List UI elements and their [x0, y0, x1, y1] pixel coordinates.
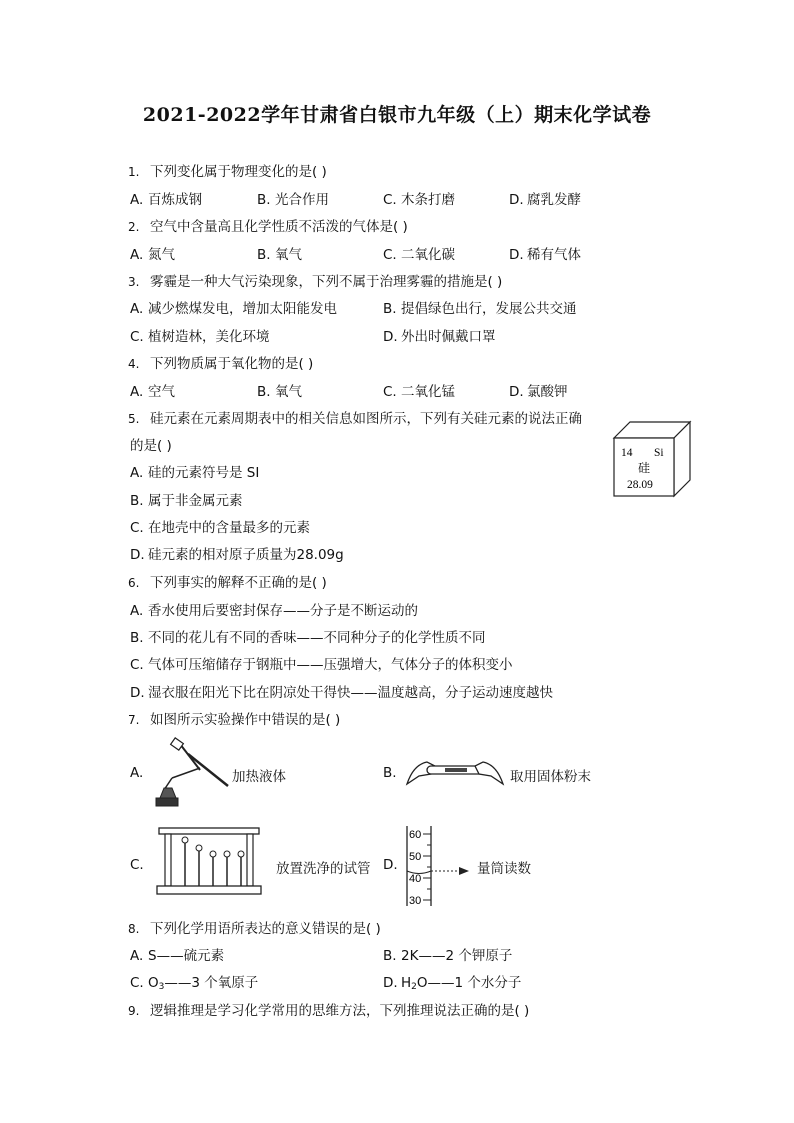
question-9	[128, 1002, 529, 1020]
question-stem: 逻辑推理是学习化学常用的思维方法，下列推理说法正确的是( )	[150, 1003, 530, 1019]
atomic-mass: 28.09	[627, 479, 653, 491]
question-number: 8.	[128, 922, 140, 936]
cylinder-tick: 30	[409, 895, 422, 907]
option-d: D. 稀有气体	[509, 247, 581, 263]
option-a-text: 加热液体	[232, 769, 286, 785]
option-d: D. 腐乳发酵	[509, 192, 581, 208]
question-3	[128, 273, 502, 291]
element-name: 硅	[638, 461, 651, 475]
option-c-text: 放置洗净的试管	[276, 861, 371, 877]
question-stem: 下列物质属于氧化物的是( )	[150, 356, 314, 372]
option-c: C. $O_3——3$ 个氧原子	[130, 975, 259, 992]
question-8	[128, 920, 381, 938]
question-1	[128, 163, 327, 181]
option-d: D. 硅元素的相对原子质量为28.09g	[130, 547, 344, 563]
option-b: B. 光合作用	[257, 192, 329, 208]
question-number: 1.	[128, 165, 140, 179]
question-stem: 雾霾是一种大气污染现象，下列不属于治理雾霾的措施是( )	[150, 274, 503, 290]
option-b: B. 提倡绿色出行，发展公共交通	[383, 301, 577, 317]
option-b: B. 不同的花儿有不同的香味——不同种分子的化学性质不同	[130, 630, 486, 646]
option-d: D. $H_2O——1$ 个水分子	[383, 975, 522, 992]
option-a: A. 百炼成钢	[130, 192, 202, 208]
option-a: A. 香水使用后要密封保存——分子是不断运动的	[130, 603, 418, 619]
option-d-text: 量筒读数	[477, 861, 531, 877]
question-number: 3.	[128, 275, 140, 289]
option-b-letter: B.	[383, 765, 397, 781]
question-number: 6.	[128, 576, 140, 590]
question-4	[128, 355, 313, 373]
cylinder-tick: 40	[409, 873, 422, 885]
element-cell-figure	[612, 420, 692, 500]
test-tube-rack-figure	[155, 826, 265, 898]
question-2	[128, 218, 408, 236]
option-a: A. 氮气	[130, 247, 175, 263]
question-number: 4.	[128, 357, 140, 371]
option-b: B. 属于非金属元素	[130, 493, 243, 509]
option-a: A. S——硫元素	[130, 948, 225, 964]
option-b: B. 2K——2 个钾原子	[383, 948, 513, 964]
option-c: C. 在地壳中的含量最多的元素	[130, 520, 310, 536]
heating-liquid-figure	[150, 740, 230, 808]
option-c: C. 二氧化碳	[383, 247, 455, 263]
option-d-letter: D.	[383, 857, 398, 873]
question-stem: 空气中含量高且化学性质不活泼的气体是( )	[150, 219, 408, 235]
question-number: 5.	[128, 412, 140, 426]
solid-powder-figure	[405, 752, 505, 792]
option-a-letter: A.	[130, 765, 144, 781]
cylinder-tick: 60	[409, 829, 422, 841]
graduated-cylinder-figure	[405, 824, 475, 908]
option-a: A. 空气	[130, 384, 175, 400]
option-d: D. 湿衣服在阳光下比在阴凉处干得快——温度越高，分子运动速度越快	[130, 685, 553, 701]
option-a: A. 减少燃煤发电，增加太阳能发电	[130, 301, 337, 317]
atomic-number: 14	[621, 447, 633, 459]
question-7	[128, 711, 340, 729]
question-stem: 硅元素在元素周期表中的相关信息如图所示，下列有关硅元素的说法正确	[150, 411, 582, 427]
question-number: 2.	[128, 220, 140, 234]
option-b: B. 氧气	[257, 247, 302, 263]
element-symbol: Si	[654, 447, 664, 459]
question-stem: 下列化学用语所表达的意义错误的是( )	[150, 921, 381, 937]
question-6	[128, 574, 327, 592]
page-title: 2021-2022学年甘肃省白银市九年级（上）期末化学试卷	[142, 104, 652, 126]
option-a: A. 硅的元素符号是 SI	[130, 465, 260, 481]
option-c: C. 二氧化锰	[383, 384, 455, 400]
question-stem: 如图所示实验操作中错误的是( )	[150, 712, 341, 728]
option-c: C. 植树造林，美化环境	[130, 329, 270, 345]
option-c: C. 气体可压缩储存于钢瓶中——压强增大，气体分子的体积变小	[130, 657, 513, 673]
option-c: C. 木条打磨	[383, 192, 455, 208]
option-b-text: 取用固体粉末	[510, 769, 591, 785]
question-stem: 下列变化属于物理变化的是( )	[150, 164, 327, 180]
question-5	[128, 410, 582, 428]
question-number: 9.	[128, 1004, 140, 1018]
cylinder-tick: 50	[409, 851, 422, 863]
question-stem-cont: 的是( )	[130, 438, 172, 454]
question-number: 7.	[128, 713, 140, 727]
option-b: B. 氧气	[257, 384, 302, 400]
option-c-letter: C.	[130, 857, 144, 873]
option-d: D. 氯酸钾	[509, 384, 568, 400]
question-stem: 下列事实的解释不正确的是( )	[150, 575, 327, 591]
option-d: D. 外出时佩戴口罩	[383, 329, 496, 345]
